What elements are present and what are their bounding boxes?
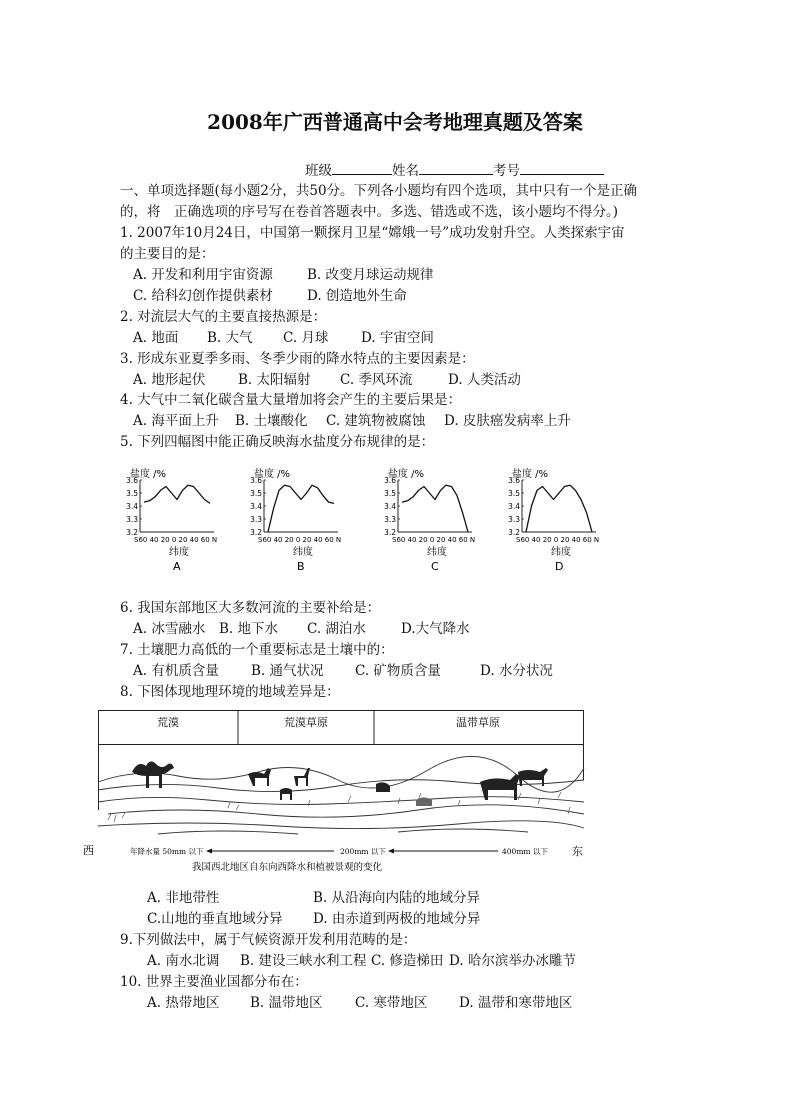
chart-xlabel: 纬度 — [427, 547, 447, 558]
chart-y-tick: 3.2 — [126, 528, 138, 537]
page-title: 2008年广西普通高中会考地理真题及答案 — [207, 110, 583, 134]
west-label: 西 — [83, 844, 94, 857]
name-blank[interactable] — [419, 160, 493, 175]
goat-icon — [280, 788, 292, 800]
chart-panel-label: D — [555, 560, 564, 573]
section-instructions: 的，将 正确选项的序号写在卷首答题表中。多选、错选或不选，该小题均不得分。) — [120, 204, 619, 220]
q1-options — [133, 287, 407, 305]
q10-options — [147, 994, 572, 1012]
q6-option-d[interactable]: D.大气降水 — [401, 621, 470, 637]
q2-option-d[interactable]: D. 宇宙空间 — [361, 330, 434, 346]
chart-y-tick: 3.2 — [384, 528, 396, 537]
landscape-figure — [83, 710, 584, 878]
q1-option-a[interactable]: A. 开发和利用宇宙资源 — [133, 267, 273, 283]
question-1: 1. 2007年10月24日，中国第一颗探月卫星“嫦娥一号”成功发射升空。人类探索宇宙 — [120, 225, 625, 241]
chart-y-tick: 3.2 — [250, 528, 262, 537]
q7-option-c[interactable]: C. 矿物质含量 — [355, 663, 441, 679]
precip-right: 400mm 以下 — [502, 847, 548, 856]
class-blank[interactable] — [332, 160, 392, 175]
question-5: 5. 下列四幅图中能正确反映海水盐度分布规律的是： — [120, 434, 435, 450]
q4-option-d[interactable]: D. 皮肤癌发病率上升 — [444, 413, 571, 429]
chart-x-ticks: S60 40 20 0 20 40 60 N — [392, 536, 476, 544]
salinity-charts — [110, 466, 600, 596]
chart-ylabel: 盐度 /% — [254, 469, 291, 480]
q3-option-a[interactable]: A. 地形起伏 — [133, 372, 206, 388]
q6-option-c[interactable]: C. 湖泊水 — [307, 621, 366, 637]
q8-options — [147, 910, 480, 928]
chart-ylabel: 盐度 /% — [388, 469, 425, 480]
chart-y-tick: 3.3 — [126, 515, 138, 524]
q6-option-a[interactable]: A. 冰雪融水 — [133, 621, 206, 637]
chart-y-tick: 3.4 — [126, 502, 138, 511]
q4-option-a[interactable]: A. 海平面上升 — [133, 413, 219, 429]
chart-y-tick: 3.6 — [250, 476, 262, 485]
question-3: 3. 形成东亚夏季多雨、冬季少雨的降水特点的主要因素是： — [120, 351, 475, 367]
sheep-icon — [376, 782, 390, 792]
chart-x-ticks: S60 40 20 0 20 40 60 N — [516, 536, 600, 544]
q3-option-c[interactable]: C. 季风环流 — [340, 372, 413, 388]
chart-y-tick: 3.4 — [508, 502, 520, 511]
q7-option-d[interactable]: D. 水分状况 — [480, 663, 553, 679]
q2-option-a[interactable]: A. 地面 — [133, 330, 179, 346]
precip-mid: 200mm 以下 — [340, 847, 386, 856]
section-instructions: 一、单项选择题(每小题2分，共50分。下列各小题均有四个选项，其中只有一个是正确 — [120, 183, 638, 199]
arrowhead-icon — [388, 849, 394, 854]
name-label: 姓名 — [392, 163, 419, 179]
chart-panel-label: B — [297, 560, 305, 573]
q3-options — [133, 371, 521, 389]
q8-option-a[interactable]: A. 非地带性 — [147, 890, 220, 906]
zebra-icon — [480, 774, 520, 800]
chart-y-tick: 3.4 — [250, 502, 262, 511]
precip-left: 年降水量 50mm 以下 — [130, 847, 204, 856]
q2-option-b[interactable]: B. 大气 — [207, 330, 253, 346]
chart-y-tick: 3.3 — [384, 515, 396, 524]
chart-y-tick: 3.6 — [126, 476, 138, 485]
question-4: 4. 大气中二氧化碳含量大量增加将会产生的主要后果是： — [120, 392, 462, 408]
q9-option-b[interactable]: B. 建设三峡水利工程 — [240, 953, 367, 969]
question-10: 10. 世界主要渔业国都分布在： — [120, 974, 308, 990]
chart-y-tick: 3.5 — [126, 489, 138, 498]
animal-silhouettes — [132, 761, 548, 806]
chart-y-tick: 3.3 — [508, 515, 520, 524]
zone-temperate-steppe: 温带草原 — [456, 716, 500, 729]
q10-option-a[interactable]: A. 热带地区 — [147, 995, 220, 1011]
student-info-line — [305, 160, 604, 180]
chart-ylabel: 盐度 /% — [130, 469, 167, 480]
q4-options — [133, 412, 571, 430]
landscape-svg — [83, 710, 584, 878]
zone-desert: 荒漠 — [157, 716, 179, 729]
q1-options — [133, 266, 434, 284]
q4-option-c[interactable]: C. 建筑物被腐蚀 — [326, 413, 426, 429]
q4-option-b[interactable]: B. 土壤酸化 — [235, 413, 308, 429]
salinity-charts-svg — [110, 466, 600, 596]
chart-panel-label: C — [431, 560, 439, 573]
chart-y-tick: 3.3 — [250, 515, 262, 524]
chart-y-tick: 3.5 — [508, 489, 520, 498]
q1-option-c[interactable]: C. 给科幻创作提供素材 — [133, 288, 273, 304]
question-7: 7. 土壤肥力高低的一个重要标志是土壤中的： — [120, 642, 394, 658]
q8-option-c[interactable]: C.山地的垂直地域分异 — [147, 911, 283, 927]
q7-options — [133, 662, 553, 680]
q10-option-d[interactable]: D. 温带和寒带地区 — [459, 995, 573, 1011]
chart-x-ticks: S60 40 20 0 20 40 60 N — [258, 536, 342, 544]
chart-y-tick: 3.2 — [508, 528, 520, 537]
chart-y-tick: 3.6 — [384, 476, 396, 485]
salinity-curve-A — [144, 485, 210, 503]
q8-options — [147, 889, 480, 907]
q6-option-b[interactable]: B. 地下水 — [219, 621, 279, 637]
question-8: 8. 下图体现地理环境的地域差异是： — [120, 684, 340, 700]
chart-panel-label: A — [173, 560, 181, 573]
q6-options — [133, 620, 470, 638]
q1-option-b[interactable]: B. 改变月球运动规律 — [307, 267, 434, 283]
exam-no-label: 考号 — [493, 163, 520, 179]
chart-y-tick: 3.5 — [384, 489, 396, 498]
q2-options — [133, 329, 434, 347]
question-1: 的主要目的是： — [120, 246, 215, 262]
q7-option-b[interactable]: B. 通气状况 — [251, 663, 324, 679]
sheep-icon — [416, 798, 432, 807]
q9-option-d[interactable]: D. 哈尔滨举办冰雕节 — [449, 953, 576, 969]
q3-option-d[interactable]: D. 人类活动 — [448, 372, 521, 388]
salinity-curve-D — [526, 485, 592, 532]
chart-y-tick: 3.6 — [508, 476, 520, 485]
q10-option-b[interactable]: B. 温带地区 — [250, 995, 323, 1011]
salinity-curve-C — [402, 485, 468, 532]
exam-no-blank[interactable] — [520, 160, 604, 175]
deer-icon — [294, 768, 310, 786]
q9-options — [147, 952, 576, 970]
q9-option-a[interactable]: A. 南水北调 — [147, 953, 220, 969]
chart-xlabel: 纬度 — [293, 547, 313, 558]
class-label: 班级 — [305, 163, 332, 179]
chart-y-tick: 3.4 — [384, 502, 396, 511]
q7-option-a[interactable]: A. 有机质含量 — [133, 663, 219, 679]
zone-desert-steppe: 荒漠草原 — [284, 716, 328, 729]
q2-option-c[interactable]: C. 月球 — [283, 330, 329, 346]
q10-option-c[interactable]: C. 寒带地区 — [355, 995, 428, 1011]
chart-xlabel: 纬度 — [551, 547, 571, 558]
q8-option-d[interactable]: D. 由赤道到两极的地域分异 — [313, 911, 481, 927]
east-label: 东 — [572, 845, 583, 858]
q3-option-b[interactable]: B. 太阳辐射 — [238, 372, 311, 388]
horse-icon — [248, 768, 271, 786]
q9-option-c[interactable]: C. 修造梯田 — [371, 953, 444, 969]
question-9: 9.下列做法中，属于气候资源开发利用范畴的是： — [120, 932, 417, 948]
chart-xlabel: 纬度 — [169, 547, 189, 558]
question-2: 2. 对流层大气的主要直接热源是： — [120, 309, 327, 325]
arrowhead-icon — [206, 849, 212, 854]
chart-x-ticks: S60 40 20 0 20 40 60 N — [134, 536, 218, 544]
horse-icon — [518, 768, 548, 786]
salinity-curve-B — [268, 485, 334, 532]
figure-caption: 我国西北地区自东向西降水和植被景观的变化 — [192, 862, 383, 873]
q1-option-d[interactable]: D. 创造地外生命 — [307, 288, 407, 304]
chart-y-tick: 3.5 — [250, 489, 262, 498]
q8-option-b[interactable]: B. 从沿海向内陆的地域分异 — [313, 890, 481, 906]
question-6: 6. 我国东部地区大多数河流的主要补给是： — [120, 600, 381, 616]
chart-ylabel: 盐度 /% — [512, 469, 549, 480]
